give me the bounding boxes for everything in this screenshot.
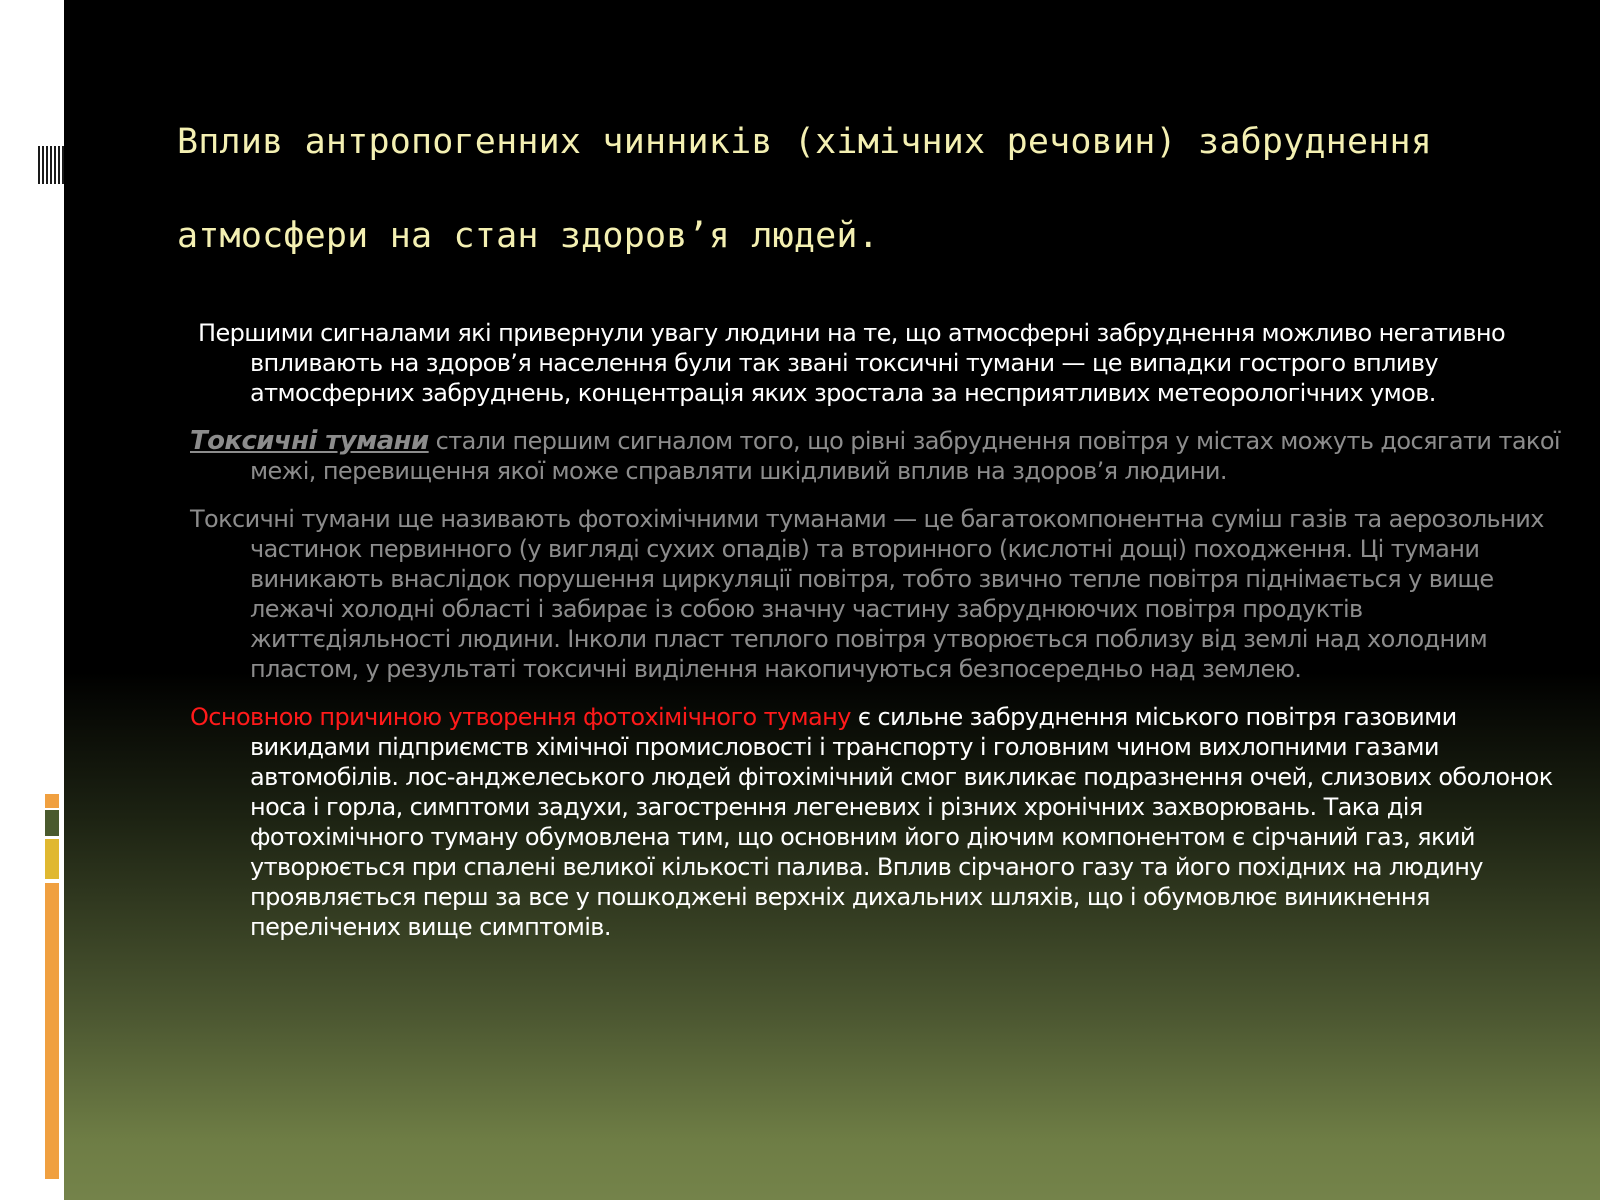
main-cause-highlight: Основною причиною утворення фотохімічного туману [190,703,851,731]
slide-body [190,318,1560,960]
accent-bar-orange-small [45,794,59,808]
term-toxic-fogs: Токсичні тумани [190,426,429,456]
slide-title-line-2: атмосфери на стан здоров’я людей. [177,216,879,256]
paragraph-first-signals: Першими сигналами які привернули увагу людини на те, що атмосферні забруднення можливо негативно впливають на здоров’я населення були так звані токсичні тумани — це випадки гострого впливу атмосферних забруднень, концентрація яких зростала за несприятливих метеорологічних умов. [198,319,1506,407]
decorative-corner-lines [38,146,64,184]
accent-bar-olive [45,810,59,836]
slide-title-line-1: Вплив антропогенних чинників (хімічних речовин) забруднення [177,122,1433,162]
slide-title [177,95,1577,283]
paragraph-toxic-fogs-text: стали першим сигналом того, що рівні забруднення повітря у містах можуть досягати такої межі, перевищення якої може справляти шкідливий вплив на здоров’я людини. [250,427,1560,485]
main-cause-text: є сильне забруднення міського повітря газовими викидами підприємств хімічної промисловості і транспорту і головним чином вихлопними газами автомобілів. лос-анджелеського людей фітохімічний смог викликає подразнення очей, слизових оболонок носа і горла, симптоми задухи, загострення легеневих і різних хронічних захворювань. Така дія фотохімічного туману обумовлена тим, що основним його діючим компонентом є сірчаний газ, який утворюється при спалені великої кількості палива. Вплив сірчаного газу та його похідних на людину проявляється перш за все у пошкоджені верхніх дихальних шляхів, що і обумовлює виникнення перелічених вище симптомів. [250,703,1553,941]
slide [64,0,1600,1200]
paragraph-photochemical-fogs: Токсичні тумани ще називають фотохімічними туманами — це багатокомпонентна суміш газів та аерозольних частинок первинного (у вигляді сухих опадів) та вторинного (кислотні дощі) походження. Ці тумани виникають внаслідок порушення циркуляції повітря, тобто звично тепле повітря піднімається у вище лежачі холодні області і забирає із собою значну частину забруднюючих повітря продуктів життєдіяльності людини. Інколи пласт теплого повітря утворюється поблизу від землі над холодним пластом, у результаті токсичні виділення накопичуються безпосередньо над землею. [190,505,1544,683]
accent-bar-gold [45,839,59,879]
accent-bar-orange-long [45,883,59,1179]
paragraph-toxic-fogs [190,426,1560,486]
paragraph-main-cause [190,702,1560,942]
